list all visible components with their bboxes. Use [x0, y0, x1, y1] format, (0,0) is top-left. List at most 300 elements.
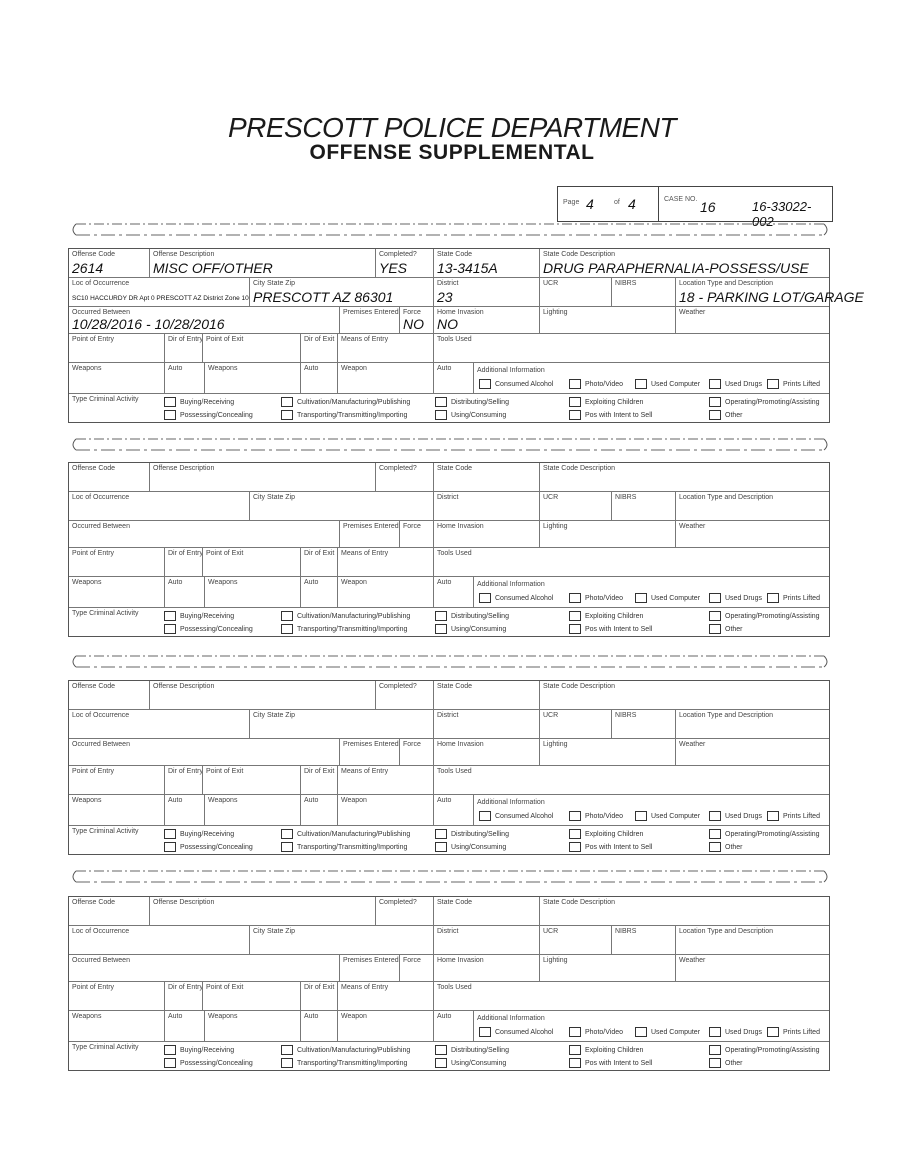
means-of-entry-cell: [337, 766, 434, 794]
transporting-checkbox[interactable]: [281, 842, 407, 852]
offense-description-label: Offense Description: [153, 683, 215, 690]
other-label: Other: [725, 625, 743, 633]
distributing-selling-checkbox[interactable]: [435, 611, 509, 621]
operating-promoting-label: Operating/Promoting/Assisting: [725, 830, 820, 838]
loc-of-occurrence-cell: [69, 926, 249, 954]
completed-cell: [375, 897, 434, 925]
occurred-between-cell: [69, 307, 339, 333]
lighting-label: Lighting: [543, 309, 568, 316]
photo-video-label: Photo/Video: [585, 1028, 624, 1036]
checkbox-box[interactable]: [281, 611, 293, 621]
photo-video-label: Photo/Video: [585, 380, 624, 388]
state-code-cell: [433, 463, 540, 491]
force-value[interactable]: NO: [403, 316, 424, 332]
location-type-label: Location Type and Description: [679, 928, 774, 935]
case-no-label: CASE NO.: [664, 196, 698, 203]
prints-lifted-checkbox[interactable]: [767, 593, 820, 603]
auto-3-cell: [433, 363, 474, 393]
prints-lifted-checkbox[interactable]: [767, 811, 820, 821]
point-of-exit-label: Point of Exit: [206, 336, 244, 343]
premises-entered-cell: [339, 739, 400, 765]
location-type-cell: [675, 492, 830, 520]
nibrs-cell: [611, 710, 676, 738]
dir-of-exit-cell: [300, 548, 338, 576]
home-invasion-cell: [433, 307, 540, 333]
weapons-label: Weapons: [72, 797, 102, 804]
checkbox-box[interactable]: [569, 379, 581, 389]
auto-2-label: Auto: [304, 797, 319, 804]
completed-value[interactable]: YES: [379, 260, 408, 276]
checkbox-box[interactable]: [164, 397, 176, 407]
checkbox-box[interactable]: [569, 1027, 581, 1037]
possessing-concealing-checkbox[interactable]: [164, 1058, 253, 1068]
form-title: OFFENSE SUPPLEMENTAL: [309, 141, 595, 164]
tools-used-label: Tools Used: [437, 768, 472, 775]
checkbox-box[interactable]: [569, 397, 581, 407]
buying-receiving-checkbox[interactable]: [164, 611, 234, 621]
transporting-label: Transporting/Transmitting/Importing: [297, 625, 408, 633]
checkbox-box[interactable]: [635, 379, 647, 389]
state-code-cell: [433, 897, 540, 925]
checkbox-box[interactable]: [709, 593, 721, 603]
force-cell: [399, 955, 434, 981]
point-of-exit-cell: [202, 334, 301, 362]
offense-row-4: [69, 334, 829, 363]
used-computer-checkbox[interactable]: [635, 1027, 700, 1037]
city-state-zip-label: City State Zip: [253, 712, 296, 719]
checkbox-box[interactable]: [709, 624, 721, 634]
auto-2-label: Auto: [304, 365, 319, 372]
pos-intent-sell-label: Pos with Intent to Sell: [585, 625, 653, 633]
city-state-zip-label: City State Zip: [253, 280, 296, 287]
completed-cell: [375, 463, 434, 491]
offense-description-label: Offense Description: [153, 465, 215, 472]
exploiting-children-checkbox[interactable]: [569, 829, 643, 839]
checkbox-box[interactable]: [164, 624, 176, 634]
checkbox-box[interactable]: [709, 1045, 721, 1055]
checkbox-box[interactable]: [281, 397, 293, 407]
checkbox-box[interactable]: [569, 842, 581, 852]
other-checkbox[interactable]: [709, 624, 743, 634]
checkbox-box[interactable]: [569, 1058, 581, 1068]
photo-video-checkbox[interactable]: [569, 811, 623, 821]
offense-row-1: [69, 681, 829, 710]
buying-receiving-checkbox[interactable]: [164, 1045, 234, 1055]
weather-cell: [675, 521, 830, 547]
checkbox-box[interactable]: [479, 593, 491, 603]
loc-of-occurrence-value[interactable]: SC10 HACCURDY DR Apt 0 PRESCOTT AZ District Zone 10: [72, 295, 249, 302]
exploiting-children-checkbox[interactable]: [569, 611, 643, 621]
exploiting-children-label: Exploiting Children: [585, 398, 644, 406]
dir-of-exit-label: Dir of Exit: [304, 768, 335, 775]
additional-info-label: Additional Information: [477, 367, 545, 374]
pos-intent-sell-checkbox[interactable]: [569, 624, 652, 634]
state-code-value[interactable]: 13-3415A: [437, 260, 498, 276]
weapons-2-cell: [204, 577, 301, 607]
offense-row-3: [69, 739, 829, 766]
checkbox-box[interactable]: [767, 379, 779, 389]
operating-promoting-checkbox[interactable]: [709, 611, 820, 621]
distributing-selling-label: Distributing/Selling: [451, 612, 509, 620]
transporting-checkbox[interactable]: [281, 1058, 407, 1068]
checkbox-box[interactable]: [569, 593, 581, 603]
weather-cell: [675, 307, 830, 333]
nibrs-label: NIBRS: [615, 280, 637, 287]
checkbox-box[interactable]: [569, 1045, 581, 1055]
district-label: District: [437, 280, 459, 287]
dir-of-entry-cell: [164, 548, 203, 576]
offense-row-2: [69, 278, 864, 307]
ucr-label: UCR: [543, 712, 559, 719]
cultivation-checkbox[interactable]: [281, 1045, 410, 1055]
used-drugs-label: Used Drugs: [725, 1028, 762, 1036]
operating-promoting-checkbox[interactable]: [709, 829, 820, 839]
point-of-entry-label: Point of Entry: [72, 984, 115, 991]
other-checkbox[interactable]: [709, 410, 743, 420]
dir-of-entry-label: Dir of Entry: [168, 768, 204, 775]
offense-row-2: [69, 492, 829, 521]
location-type-cell: [675, 926, 830, 954]
section-separator: [70, 867, 830, 887]
point-of-entry-cell: [69, 548, 164, 576]
checkbox-box[interactable]: [281, 829, 293, 839]
auto-2-cell: [300, 577, 338, 607]
using-consuming-checkbox[interactable]: [435, 842, 506, 852]
checkbox-box[interactable]: [435, 624, 447, 634]
transporting-checkbox[interactable]: [281, 624, 407, 634]
offense-description-label: Offense Description: [153, 899, 215, 906]
state-code-description-value[interactable]: DRUG PARAPHERNALIA-POSSESS/USE: [543, 260, 809, 276]
other-checkbox[interactable]: [709, 842, 743, 852]
checkbox-box[interactable]: [281, 624, 293, 634]
prints-lifted-checkbox[interactable]: [767, 379, 820, 389]
operating-promoting-checkbox[interactable]: [709, 1045, 820, 1055]
used-drugs-checkbox[interactable]: [709, 811, 762, 821]
weapon-3-label: Weapon: [341, 579, 367, 586]
consumed-alcohol-checkbox[interactable]: [479, 1027, 553, 1037]
photo-video-checkbox[interactable]: [569, 1027, 623, 1037]
other-label: Other: [725, 843, 743, 851]
offense-description-cell: [149, 897, 376, 925]
checkbox-box[interactable]: [281, 1045, 293, 1055]
checkbox-box[interactable]: [709, 1027, 721, 1037]
exploiting-children-label: Exploiting Children: [585, 1046, 644, 1054]
checkbox-box[interactable]: [709, 1058, 721, 1068]
used-computer-checkbox[interactable]: [635, 593, 700, 603]
force-label: Force: [403, 309, 421, 316]
using-consuming-checkbox[interactable]: [435, 1058, 506, 1068]
state-code-description-label: State Code Description: [543, 465, 615, 472]
loc-of-occurrence-cell: [69, 278, 249, 306]
point-of-entry-label: Point of Entry: [72, 768, 115, 775]
other-checkbox[interactable]: [709, 1058, 743, 1068]
prints-lifted-label: Prints Lifted: [783, 812, 820, 820]
page-total: 4: [628, 196, 636, 212]
weapons-2-label: Weapons: [208, 797, 238, 804]
means-of-entry-label: Means of Entry: [341, 768, 389, 775]
checkbox-box[interactable]: [709, 829, 721, 839]
checkbox-box[interactable]: [635, 593, 647, 603]
checkbox-box[interactable]: [569, 829, 581, 839]
transporting-checkbox[interactable]: [281, 410, 407, 420]
offense-row-3: [69, 955, 829, 982]
distributing-selling-checkbox[interactable]: [435, 829, 509, 839]
used-drugs-checkbox[interactable]: [709, 1027, 762, 1037]
dir-of-exit-label: Dir of Exit: [304, 984, 335, 991]
cultivation-checkbox[interactable]: [281, 611, 410, 621]
consumed-alcohol-checkbox[interactable]: [479, 811, 553, 821]
buying-receiving-label: Buying/Receiving: [180, 612, 235, 620]
home-invasion-cell: [433, 521, 540, 547]
force-cell: [399, 521, 434, 547]
force-label: Force: [403, 957, 421, 964]
state-code-label: State Code: [437, 683, 473, 690]
type-criminal-activity-label: Type Criminal Activity: [72, 1044, 139, 1051]
tools-used-label: Tools Used: [437, 336, 472, 343]
checkbox-box[interactable]: [709, 811, 721, 821]
using-consuming-checkbox[interactable]: [435, 410, 506, 420]
dir-of-entry-cell: [164, 334, 203, 362]
weapons-2-label: Weapons: [208, 365, 238, 372]
location-type-label: Location Type and Description: [679, 494, 774, 501]
city-state-zip-cell: [249, 492, 434, 520]
checkbox-box[interactable]: [709, 397, 721, 407]
district-value[interactable]: 23: [437, 289, 453, 305]
offense-block-2: [68, 462, 830, 637]
checkbox-box[interactable]: [164, 1058, 176, 1068]
operating-promoting-checkbox[interactable]: [709, 397, 820, 407]
checkbox-box[interactable]: [435, 1058, 447, 1068]
auto-3-label: Auto: [437, 365, 452, 372]
photo-video-checkbox[interactable]: [569, 379, 623, 389]
force-cell: [399, 307, 434, 333]
home-invasion-cell: [433, 739, 540, 765]
checkbox-box[interactable]: [709, 842, 721, 852]
auto-cell: [164, 363, 205, 393]
checkbox-box[interactable]: [635, 811, 647, 821]
lighting-cell: [539, 955, 676, 981]
checkbox-box[interactable]: [767, 593, 779, 603]
transporting-label: Transporting/Transmitting/Importing: [297, 1059, 408, 1067]
checkbox-box[interactable]: [435, 1045, 447, 1055]
weapons-label: Weapons: [72, 579, 102, 586]
used-drugs-checkbox[interactable]: [709, 379, 762, 389]
buying-receiving-checkbox[interactable]: [164, 397, 234, 407]
occurred-between-cell: [69, 521, 339, 547]
home-invasion-label: Home Invasion: [437, 741, 484, 748]
possessing-concealing-checkbox[interactable]: [164, 410, 253, 420]
checkbox-box[interactable]: [479, 811, 491, 821]
offense-row-5: [69, 577, 829, 608]
possessing-concealing-checkbox[interactable]: [164, 624, 253, 634]
lighting-label: Lighting: [543, 957, 568, 964]
city-state-zip-value[interactable]: PRESCOTT AZ 86301: [253, 289, 394, 305]
using-consuming-checkbox[interactable]: [435, 624, 506, 634]
offense-description-value[interactable]: MISC OFF/OTHER: [153, 260, 273, 276]
ucr-cell: [539, 710, 612, 738]
state-code-description-label: State Code Description: [543, 683, 615, 690]
checkbox-box[interactable]: [767, 811, 779, 821]
loc-of-occurrence-label: Loc of Occurrence: [72, 928, 130, 935]
other-label: Other: [725, 1059, 743, 1067]
premises-entered-label: Premises Entered: [343, 957, 399, 964]
offense-row-5: [69, 363, 829, 394]
tools-used-cell: [433, 334, 830, 362]
checkbox-box[interactable]: [164, 611, 176, 621]
location-type-value[interactable]: 18 - PARKING LOT/GARAGE: [679, 289, 864, 305]
dir-of-entry-label: Dir of Entry: [168, 984, 204, 991]
checkbox-box[interactable]: [164, 410, 176, 420]
checkbox-box[interactable]: [709, 611, 721, 621]
photo-video-checkbox[interactable]: [569, 593, 623, 603]
distributing-selling-checkbox[interactable]: [435, 1045, 509, 1055]
checkbox-box[interactable]: [281, 842, 293, 852]
state-code-description-cell: [539, 897, 830, 925]
weapons-2-cell: [204, 1011, 301, 1041]
point-of-exit-cell: [202, 766, 301, 794]
checkbox-box[interactable]: [767, 1027, 779, 1037]
photo-video-label: Photo/Video: [585, 594, 624, 602]
using-consuming-label: Using/Consuming: [451, 625, 507, 633]
section-separator: [70, 652, 830, 672]
used-drugs-label: Used Drugs: [725, 812, 762, 820]
ucr-cell: [539, 278, 612, 306]
location-type-cell: [675, 278, 864, 306]
pos-intent-sell-label: Pos with Intent to Sell: [585, 1059, 653, 1067]
offense-code-cell: [69, 463, 149, 491]
other-label: Other: [725, 411, 743, 419]
premises-entered-label: Premises Entered: [343, 741, 399, 748]
auto-3-label: Auto: [437, 797, 452, 804]
transporting-label: Transporting/Transmitting/Importing: [297, 843, 408, 851]
possessing-concealing-label: Possessing/Concealing: [180, 843, 253, 851]
weapon-3-cell: [337, 577, 434, 607]
offense-block-4: [68, 896, 830, 1071]
district-label: District: [437, 712, 459, 719]
premises-entered-cell: [339, 955, 400, 981]
used-drugs-checkbox[interactable]: [709, 593, 762, 603]
offense-code-label: Offense Code: [72, 899, 116, 906]
auto-cell: [164, 577, 205, 607]
checkbox-box[interactable]: [709, 410, 721, 420]
consumed-alcohol-label: Consumed Alcohol: [495, 812, 554, 820]
exploiting-children-checkbox[interactable]: [569, 1045, 643, 1055]
checkbox-box[interactable]: [435, 829, 447, 839]
checkbox-box[interactable]: [281, 410, 293, 420]
offense-row-6: [69, 394, 829, 422]
dir-of-entry-label: Dir of Entry: [168, 336, 204, 343]
checkbox-box[interactable]: [435, 611, 447, 621]
weapons-cell: [69, 795, 164, 825]
cultivation-checkbox[interactable]: [281, 829, 410, 839]
city-state-zip-cell: [249, 926, 434, 954]
using-consuming-label: Using/Consuming: [451, 1059, 507, 1067]
home-invasion-value[interactable]: NO: [437, 316, 458, 332]
premises-entered-cell: [339, 521, 400, 547]
dir-of-exit-cell: [300, 334, 338, 362]
checkbox-box[interactable]: [569, 410, 581, 420]
checkbox-box[interactable]: [569, 624, 581, 634]
pos-intent-sell-checkbox[interactable]: [569, 1058, 652, 1068]
pos-intent-sell-label: Pos with Intent to Sell: [585, 411, 653, 419]
home-invasion-label: Home Invasion: [437, 957, 484, 964]
city-state-zip-cell: [249, 710, 434, 738]
using-consuming-label: Using/Consuming: [451, 843, 507, 851]
loc-of-occurrence-cell: [69, 492, 249, 520]
checkbox-box[interactable]: [435, 397, 447, 407]
checkbox-box[interactable]: [569, 811, 581, 821]
checkbox-box[interactable]: [479, 379, 491, 389]
dir-of-exit-cell: [300, 982, 338, 1010]
offense-code-value[interactable]: 2614: [72, 260, 104, 276]
checkbox-box[interactable]: [569, 611, 581, 621]
nibrs-label: NIBRS: [615, 928, 637, 935]
point-of-exit-label: Point of Exit: [206, 984, 244, 991]
checkbox-box[interactable]: [435, 410, 447, 420]
completed-cell: [375, 249, 434, 277]
possessing-concealing-label: Possessing/Concealing: [180, 625, 253, 633]
consumed-alcohol-checkbox[interactable]: [479, 379, 553, 389]
occurred-between-value[interactable]: 10/28/2016 - 10/28/2016: [72, 316, 225, 332]
checkbox-box[interactable]: [281, 1058, 293, 1068]
cultivation-label: Cultivation/Manufacturing/Publishing: [297, 1046, 411, 1054]
district-cell: [433, 926, 540, 954]
pos-intent-sell-checkbox[interactable]: [569, 410, 652, 420]
checkbox-box[interactable]: [164, 842, 176, 852]
exploiting-children-checkbox[interactable]: [569, 397, 643, 407]
checkbox-box[interactable]: [164, 1045, 176, 1055]
used-computer-checkbox[interactable]: [635, 379, 700, 389]
used-computer-checkbox[interactable]: [635, 811, 700, 821]
force-label: Force: [403, 741, 421, 748]
district-cell: [433, 492, 540, 520]
auto-2-label: Auto: [304, 579, 319, 586]
possessing-concealing-checkbox[interactable]: [164, 842, 253, 852]
checkbox-box[interactable]: [479, 1027, 491, 1037]
buying-receiving-checkbox[interactable]: [164, 829, 234, 839]
cultivation-checkbox[interactable]: [281, 397, 410, 407]
loc-of-occurrence-label: Loc of Occurrence: [72, 712, 130, 719]
distributing-selling-checkbox[interactable]: [435, 397, 509, 407]
occurred-between-label: Occurred Between: [72, 957, 130, 964]
lighting-label: Lighting: [543, 741, 568, 748]
page-label: Page: [563, 199, 580, 206]
offense-code-cell: [69, 681, 149, 709]
weapons-label: Weapons: [72, 1013, 102, 1020]
consumed-alcohol-checkbox[interactable]: [479, 593, 553, 603]
means-of-entry-label: Means of Entry: [341, 336, 389, 343]
state-code-label: State Code: [437, 899, 473, 906]
checkbox-box[interactable]: [164, 829, 176, 839]
type-criminal-activity-cell: [69, 1042, 164, 1070]
checkbox-box[interactable]: [435, 842, 447, 852]
prints-lifted-checkbox[interactable]: [767, 1027, 820, 1037]
state-code-label: State Code: [437, 251, 473, 258]
auto-label: Auto: [168, 797, 183, 804]
ucr-cell: [539, 926, 612, 954]
case-year: 16: [700, 199, 716, 215]
weather-label: Weather: [679, 741, 706, 748]
auto-2-cell: [300, 1011, 338, 1041]
offense-description-cell: [149, 249, 376, 277]
cultivation-label: Cultivation/Manufacturing/Publishing: [297, 612, 411, 620]
type-criminal-activity-label: Type Criminal Activity: [72, 610, 139, 617]
checkbox-box[interactable]: [635, 1027, 647, 1037]
transporting-label: Transporting/Transmitting/Importing: [297, 411, 408, 419]
operating-promoting-label: Operating/Promoting/Assisting: [725, 1046, 820, 1054]
pos-intent-sell-checkbox[interactable]: [569, 842, 652, 852]
checkbox-box[interactable]: [709, 379, 721, 389]
